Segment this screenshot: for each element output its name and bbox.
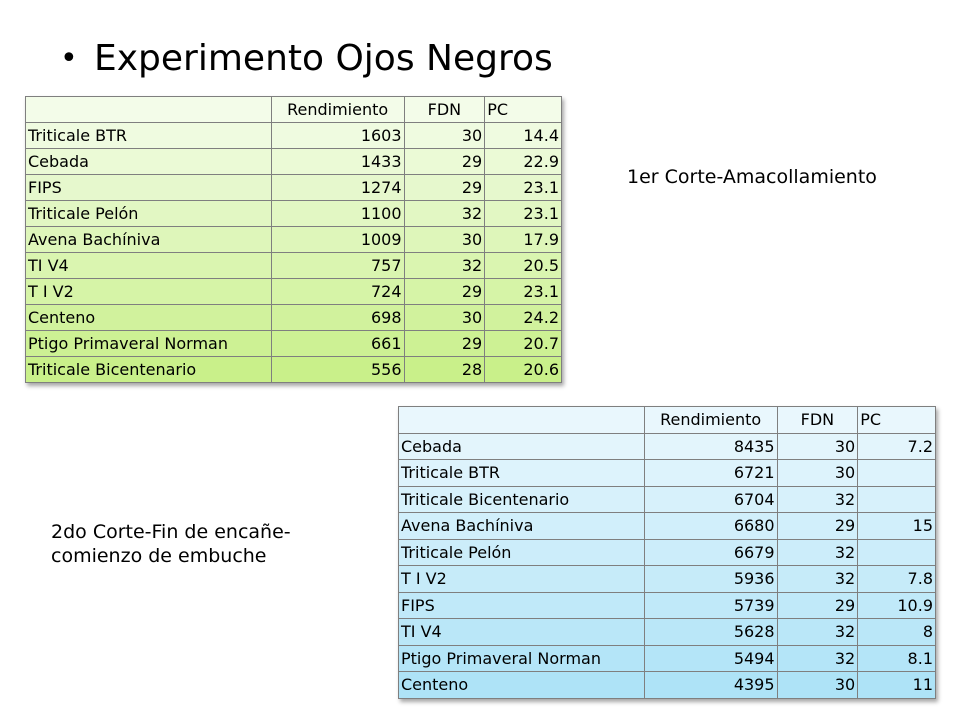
value-cell: 757 xyxy=(271,253,404,279)
value-cell: 30 xyxy=(777,672,858,699)
value-cell: 15 xyxy=(858,513,936,540)
value-cell: 5739 xyxy=(644,592,777,619)
value-cell: 724 xyxy=(271,279,404,305)
row-label-cell: Triticale Pelón xyxy=(26,201,272,227)
table-first-cut xyxy=(25,96,562,383)
value-cell: 32 xyxy=(777,619,858,646)
row-label-cell: Triticale Pelón xyxy=(399,539,645,566)
caption-first-cut: 1er Corte-Amacollamiento xyxy=(627,166,877,188)
value-cell: 32 xyxy=(777,566,858,593)
table-row xyxy=(26,279,562,305)
table-row xyxy=(26,331,562,357)
table-row xyxy=(26,305,562,331)
value-cell: 20.6 xyxy=(485,357,562,383)
value-cell: 8.1 xyxy=(858,645,936,672)
value-cell: 6704 xyxy=(644,486,777,513)
row-label-cell: Avena Bachíniva xyxy=(399,513,645,540)
header-cell: FDN xyxy=(404,97,485,123)
value-cell: 10.9 xyxy=(858,592,936,619)
table-row xyxy=(399,672,936,699)
value-cell: 29 xyxy=(777,513,858,540)
table-row xyxy=(26,357,562,383)
row-label-cell: Cebada xyxy=(26,149,272,175)
bullet-point: • xyxy=(60,41,78,76)
row-label-cell: T I V2 xyxy=(26,279,272,305)
row-label-cell: Triticale Bicentenario xyxy=(399,486,645,513)
header-cell-blank xyxy=(26,97,272,123)
value-cell: 1274 xyxy=(271,175,404,201)
table-header-row xyxy=(26,97,562,123)
value-cell: 20.7 xyxy=(485,331,562,357)
table-row xyxy=(399,513,936,540)
table-row xyxy=(26,149,562,175)
value-cell: 7.8 xyxy=(858,566,936,593)
value-cell: 661 xyxy=(271,331,404,357)
value-cell: 6680 xyxy=(644,513,777,540)
header-cell: Rendimiento xyxy=(644,407,777,434)
value-cell: 556 xyxy=(271,357,404,383)
value-cell: 29 xyxy=(777,592,858,619)
value-cell: 5936 xyxy=(644,566,777,593)
value-cell: 17.9 xyxy=(485,227,562,253)
table-row xyxy=(399,592,936,619)
value-cell xyxy=(858,539,936,566)
value-cell: 1009 xyxy=(271,227,404,253)
value-cell: 11 xyxy=(858,672,936,699)
value-cell: 29 xyxy=(404,149,485,175)
header-cell: PC xyxy=(858,407,936,434)
table-row xyxy=(399,539,936,566)
value-cell: 20.5 xyxy=(485,253,562,279)
row-label-cell: TI V4 xyxy=(399,619,645,646)
table-row xyxy=(399,645,936,672)
value-cell: 29 xyxy=(404,279,485,305)
table-row xyxy=(26,227,562,253)
value-cell: 5494 xyxy=(644,645,777,672)
value-cell: 30 xyxy=(777,433,858,460)
table-row xyxy=(399,460,936,487)
value-cell: 1433 xyxy=(271,149,404,175)
value-cell: 6679 xyxy=(644,539,777,566)
caption-second-cut-line1: 2do Corte-Fin de encañe- xyxy=(51,521,291,543)
row-label-cell: Cebada xyxy=(399,433,645,460)
table-row xyxy=(26,253,562,279)
table-second-cut xyxy=(398,406,936,699)
value-cell: 6721 xyxy=(644,460,777,487)
value-cell: 32 xyxy=(404,201,485,227)
value-cell: 29 xyxy=(404,331,485,357)
table-row xyxy=(399,566,936,593)
table-row xyxy=(26,175,562,201)
row-label-cell: Triticale BTR xyxy=(26,123,272,149)
table-row xyxy=(26,123,562,149)
value-cell: 1100 xyxy=(271,201,404,227)
row-label-cell: Centeno xyxy=(26,305,272,331)
row-label-cell: Centeno xyxy=(399,672,645,699)
table-header-row xyxy=(399,407,936,434)
header-cell: PC xyxy=(485,97,562,123)
header-cell: FDN xyxy=(777,407,858,434)
row-label-cell: TI V4 xyxy=(26,253,272,279)
value-cell: 32 xyxy=(404,253,485,279)
value-cell: 8435 xyxy=(644,433,777,460)
value-cell: 23.1 xyxy=(485,175,562,201)
value-cell: 22.9 xyxy=(485,149,562,175)
row-label-cell: Ptigo Primaveral Norman xyxy=(399,645,645,672)
row-label-cell: FIPS xyxy=(26,175,272,201)
value-cell: 28 xyxy=(404,357,485,383)
value-cell: 30 xyxy=(404,305,485,331)
value-cell: 14.4 xyxy=(485,123,562,149)
row-label-cell: Triticale BTR xyxy=(399,460,645,487)
value-cell: 30 xyxy=(404,227,485,253)
row-label-cell: Triticale Bicentenario xyxy=(26,357,272,383)
value-cell xyxy=(858,486,936,513)
value-cell: 698 xyxy=(271,305,404,331)
row-label-cell: FIPS xyxy=(399,592,645,619)
value-cell: 29 xyxy=(404,175,485,201)
header-cell-blank xyxy=(399,407,645,434)
table-row xyxy=(399,619,936,646)
value-cell: 23.1 xyxy=(485,201,562,227)
slide-title xyxy=(60,36,553,82)
value-cell: 5628 xyxy=(644,619,777,646)
table-row xyxy=(399,486,936,513)
table-row xyxy=(26,201,562,227)
value-cell: 32 xyxy=(777,486,858,513)
value-cell: 24.2 xyxy=(485,305,562,331)
caption-second-cut xyxy=(51,520,291,568)
row-label-cell: Avena Bachíniva xyxy=(26,227,272,253)
header-cell: Rendimiento xyxy=(271,97,404,123)
value-cell: 30 xyxy=(404,123,485,149)
value-cell: 32 xyxy=(777,539,858,566)
caption-second-cut-line2: comienzo de embuche xyxy=(51,545,267,567)
slide-title-text: Experimento Ojos Negros xyxy=(94,38,553,79)
value-cell: 23.1 xyxy=(485,279,562,305)
row-label-cell: Ptigo Primaveral Norman xyxy=(26,331,272,357)
value-cell: 4395 xyxy=(644,672,777,699)
value-cell: 8 xyxy=(858,619,936,646)
value-cell xyxy=(858,460,936,487)
value-cell: 1603 xyxy=(271,123,404,149)
value-cell: 7.2 xyxy=(858,433,936,460)
value-cell: 32 xyxy=(777,645,858,672)
table-row xyxy=(399,433,936,460)
row-label-cell: T I V2 xyxy=(399,566,645,593)
value-cell: 30 xyxy=(777,460,858,487)
